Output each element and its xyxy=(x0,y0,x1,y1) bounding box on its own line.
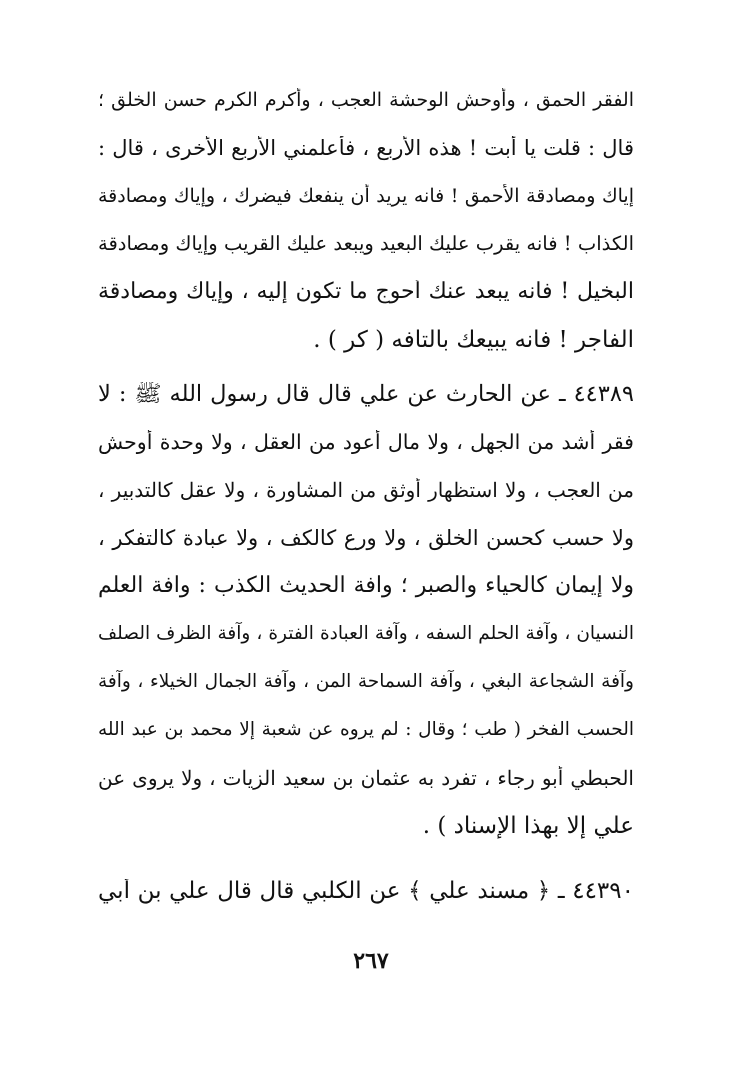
hadith-44389 xyxy=(98,382,634,862)
page-number: ٢٦٧ xyxy=(353,948,389,974)
text-line: النسيان ، وآفة الحلم السفه ، وآفة العبادة الفترة ، وآفة الظرف الصلف xyxy=(98,623,634,644)
text-line: وآفة الشجاعة البغي ، وآفة السماحة المن ، وآفة الجمال الخيلاء ، وآفة xyxy=(98,671,634,692)
text-line: الكذاب ! فانه يقرب عليك البعيد ويبعد عليك القريب وإياك ومصادقة xyxy=(98,232,634,255)
text-line: ولا حسب كحسن الخلق ، ولا ورع كالكف ، ولا عبادة كالتفكر ، xyxy=(98,526,634,550)
text-line: الحبطي أبو رجاء ، تفرد به عثمان بن سعيد الزيات ، ولا يروى عن xyxy=(98,766,634,790)
text-line: الحسب الفخر ( طب ؛ وقال : لم يروه عن شعبة إلا محمد بن عبد الله xyxy=(98,719,634,740)
text-line: من العجب ، ولا استظهار أوثق من المشاورة ، ولا عقل كالتدبير ، xyxy=(98,478,634,502)
text-line: ٤٤٣٩٠ ـ ﴿ مسند علي ﴾ عن الكلبي قال قال علي بن أبي xyxy=(98,879,634,904)
text-line: إياك ومصادقة الأحمق ! فانه يريد أن ينفعك فيضرك ، وإياك ومصادقة xyxy=(98,185,634,207)
text-line: علي إلا بهذا الإسناد ) . xyxy=(422,814,634,839)
text-line: الفقر الحمق ، وأوحش الوحشة العجب ، وأكرم الكرم حسن الخلق ؛ xyxy=(98,89,634,111)
hadith-44390 xyxy=(98,879,634,927)
text-line: الفاجر ! فانه يبيعك بالتافه ( كر ) . xyxy=(313,328,634,353)
text-line: ٤٤٣٨٩ ـ عن الحارث عن علي قال قال رسول الله ﷺ : لا xyxy=(98,382,634,407)
text-line: البخيل ! فانه يبعد عنك أحوج ما تكون إليه ، وإياك ومصادقة xyxy=(98,280,634,304)
text-line: فقر أشد من الجهل ، ولا مال أعود من العقل ، ولا وحدة أوحش xyxy=(98,430,634,454)
text-line: قال : قلت يا أبت ! هذه الأربع ، فأعلمني الأربع الأخرى ، قال : xyxy=(98,136,634,160)
paragraph-continuation xyxy=(98,88,634,376)
text-line: ولا إيمان كالحياء والصبر ؛ وآفة الحديث الكذب : وآفة العلم xyxy=(98,574,634,598)
